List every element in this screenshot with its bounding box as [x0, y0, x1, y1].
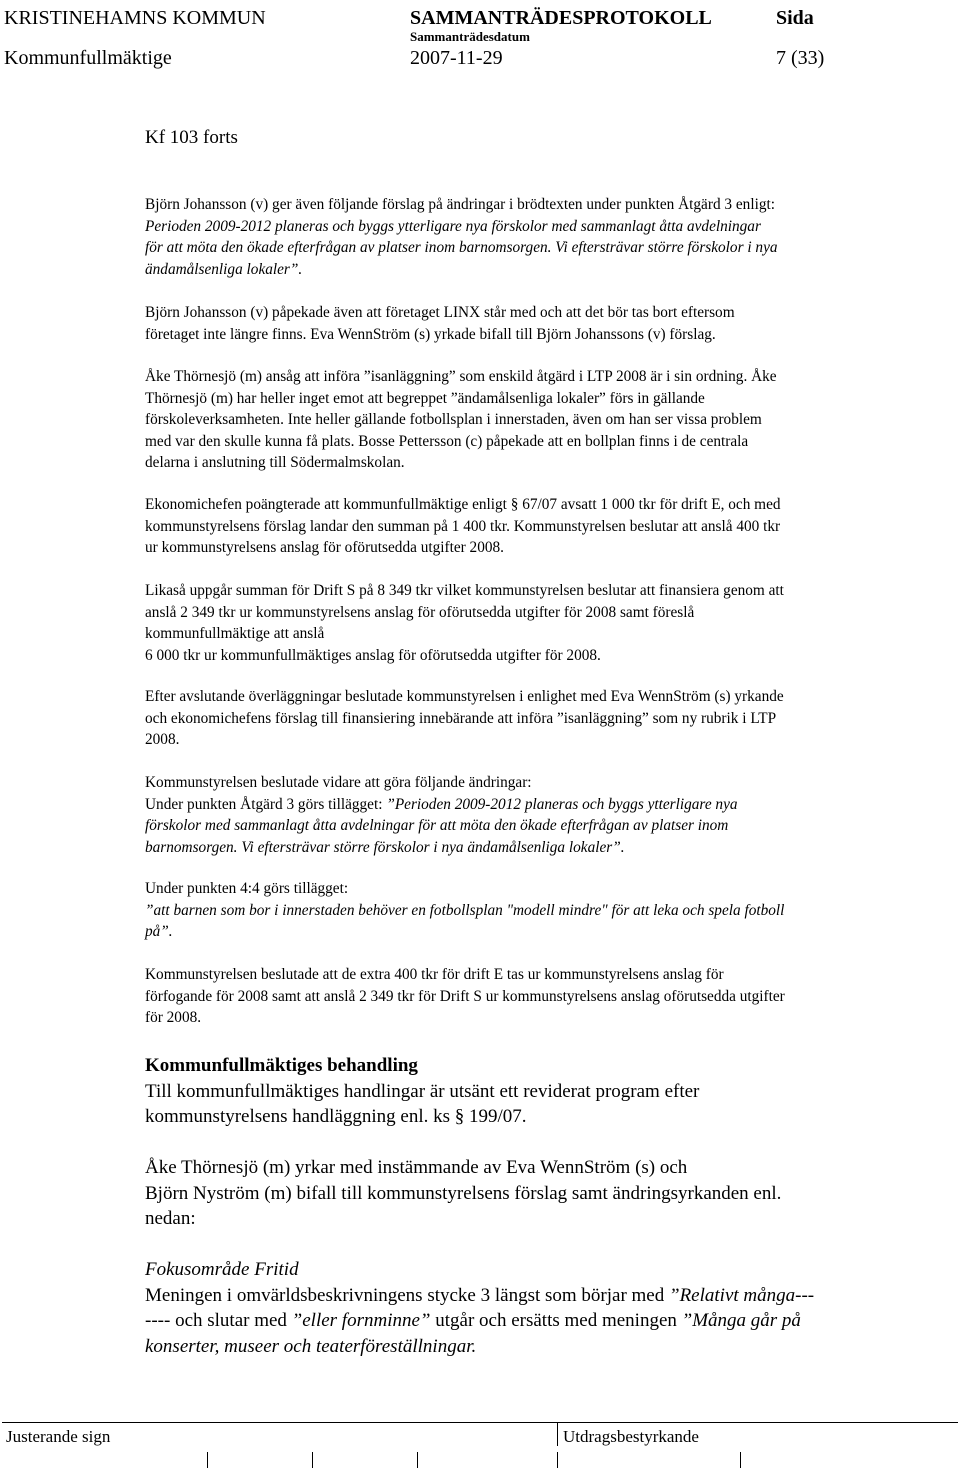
municipality-name: KRISTINEHAMNS KOMMUN [4, 7, 266, 29]
text-line: förskolor med sammanlagt åtta avdelningar för att möta den ökade efterfrågan av platser inom [145, 817, 729, 834]
text-run: ”Perioden 2009-2012 planeras och byggs ytterligare nya [386, 795, 738, 813]
page-label: Sida [776, 7, 814, 29]
paragraph-changes [145, 772, 935, 858]
signature-box-divider [417, 1452, 418, 1468]
text-line: Åke Thörnesjö (m) ansåg att införa ”isanläggning” som enskild åtgärd i LTP 2008 är i sin ordning. Åke [145, 368, 777, 385]
text-line: kommunfullmäktige att anslå [145, 625, 325, 642]
focus-heading: Fokusområde Fritid [145, 1259, 299, 1280]
text-line: Efter avslutande överläggningar beslutade kommunstyrelsen i enlighet med Eva WennStröm (s) yrkande [145, 688, 784, 705]
paragraph-decision [145, 686, 935, 751]
signature-box-divider [740, 1452, 741, 1468]
text-run: ”eller fornminne” [291, 1310, 431, 1331]
text-line: Kommunstyrelsen beslutade vidare att göra följande ändringar: [145, 774, 532, 791]
text-run: Under punkten Åtgärd 3 görs tillägget: [145, 795, 387, 813]
text-line: förfogande för 2008 samt att anslå 2 349 tkr för Drift S ur kommunstyrelsens anslag oförutsedda utgifter [145, 987, 785, 1005]
paragraph-proposal-1 [145, 194, 935, 280]
text-line: ”att barnen som bor i innerstaden behöver en fotbollsplan "modell mindre" för att leka och spela fotboll [145, 901, 785, 919]
text-line: ur kommunstyrelsens anslag för oförutsedda utgifter 2008. [145, 539, 504, 556]
text-line: barnomsorgen. Vi eftersträvar större förskolor i nya ändamålsenliga lokaler”. [145, 838, 625, 856]
text-run: och slutar med [175, 1310, 292, 1331]
text-line: delarna i anslutning till Södermalmskolan. [145, 454, 405, 471]
text-line: Björn Johansson (v) ger även följande förslag på ändringar i brödtexten under punkten Åtgärd 3 enligt: [145, 196, 775, 213]
footer-justerande-sign: Justerande sign [6, 1427, 111, 1446]
text-line: företaget inte längre finns. Eva WennStröm (s) yrkade bifall till Björn Johanssons (v) förslag. [145, 325, 716, 343]
signature-box-divider [312, 1452, 313, 1468]
text-line: med var den skulle kunna få plats. Bosse Pettersson (c) påpekade att en bollplan finns i de centrala [145, 432, 749, 450]
text-line: Perioden 2009-2012 planeras och byggs ytterligare nya förskolor med sammanlagt åtta avdelningar [145, 217, 761, 235]
text-run: Meningen i omvärldsbeskrivningens stycke 3 längst som börjar med [145, 1284, 669, 1306]
text-line: Åke Thörnesjö (m) yrkar med instämmande av Eva WennStröm (s) och [145, 1157, 688, 1178]
date-label: Sammanträdesdatum [410, 29, 530, 44]
text-line: ändamålsenliga lokaler”. [145, 260, 303, 278]
text-line: Björn Johansson (v) påpekade även att företaget LINX står med och att det bör tas bort eftersom [145, 304, 735, 321]
text-line: Björn Nyström (m) bifall till kommunstyrelsens förslag samt ändringsyrkanden enl. [145, 1182, 782, 1204]
text-line: konserter, museer och teaterföreställningar. [145, 1335, 477, 1357]
text-line: Thörnesjö (m) har heller inget emot att begreppet ”ändamålsenliga lokaler” förs in gällande [145, 389, 705, 407]
focus-area-section [145, 1257, 935, 1359]
text-line: och ekonomichefens förslag till finansiering innebärande att införa ”isanläggning” som ny rubrik i LTP [145, 709, 777, 727]
text-line: Till kommunfullmäktiges handlingar är utsänt ett reviderat program efter [145, 1080, 700, 1102]
text-line: kommunstyrelsens handläggning enl. ks § 199/07. [145, 1106, 527, 1127]
text-line [145, 1308, 935, 1334]
text-line: för 2008. [145, 1009, 202, 1026]
paragraph-point-4-4 [145, 878, 935, 943]
text-line: Likaså uppgår summan för Drift S på 8 349 tkr vilket kommunstyrelsen beslutar att finansiera genom att [145, 582, 784, 599]
treatment-heading: Kommunfullmäktiges behandling [145, 1055, 418, 1076]
document-type: SAMMANTRÄDESPROTOKOLL [410, 7, 712, 29]
paragraph-linx [145, 302, 935, 345]
text-line: kommunstyrelsens förslag landar den summan på 1 400 tkr. Kommunstyrelsen beslutar att anslå 400 tkr [145, 517, 781, 535]
text-run: utgår och ersätts med meningen [430, 1310, 682, 1331]
paragraph-drift-s [145, 580, 935, 666]
text-line: Ekonomichefen poängterade att kommunfullmäktige enligt § 67/07 avsatt 1 000 tkr för drift E, och med [145, 496, 781, 513]
text-line [145, 1283, 935, 1309]
signature-box-divider [207, 1452, 208, 1468]
body-name: Kommunfullmäktige [4, 47, 172, 69]
text-line: för att möta den ökade efterfrågan av platser inom barnomsorgen. Vi eftersträvar större förskolor i nya [145, 239, 778, 256]
paragraph-economics-chief [145, 494, 935, 559]
paragraph-extra-funds [145, 964, 935, 1029]
treatment-section [145, 1053, 935, 1130]
text-run: ”Många går på [681, 1310, 801, 1331]
text-line: på”. [145, 923, 173, 940]
text-line [145, 794, 935, 816]
text-line: förskoleverksamheten. Inte heller gällande fotbollsplan i innerstaden, även om han ser vissa problem [145, 411, 762, 428]
treatment-motion [145, 1155, 935, 1232]
page-number: 7 (33) [776, 47, 825, 69]
paragraph-isanlaggning [145, 366, 935, 474]
text-line: nedan: [145, 1208, 196, 1229]
text-line: 2008. [145, 731, 180, 748]
text-line: Kommunstyrelsen beslutade att de extra 400 tkr för drift E tas ur kommunstyrelsens anslag för [145, 966, 724, 983]
footer-divider [2, 1422, 958, 1423]
footer-utdragsbestyrkande: Utdragsbestyrkande [563, 1427, 699, 1446]
section-title: Kf 103 forts [145, 127, 238, 148]
text-run: ”Relativt många--- [669, 1284, 815, 1306]
meeting-date: 2007-11-29 [410, 47, 503, 69]
signature-box-divider [557, 1452, 558, 1468]
text-run: ---- [145, 1310, 176, 1331]
text-line: 6 000 tkr ur kommunfullmäktiges anslag för oförutsedda utgifter för 2008. [145, 646, 601, 664]
footer-separator [557, 1422, 558, 1446]
text-line: Under punkten 4:4 görs tillägget: [145, 880, 349, 897]
text-line: anslå 2 349 tkr ur kommunstyrelsens anslag för oförutsedda utgifter för 2008 samt föreslå [145, 603, 695, 621]
